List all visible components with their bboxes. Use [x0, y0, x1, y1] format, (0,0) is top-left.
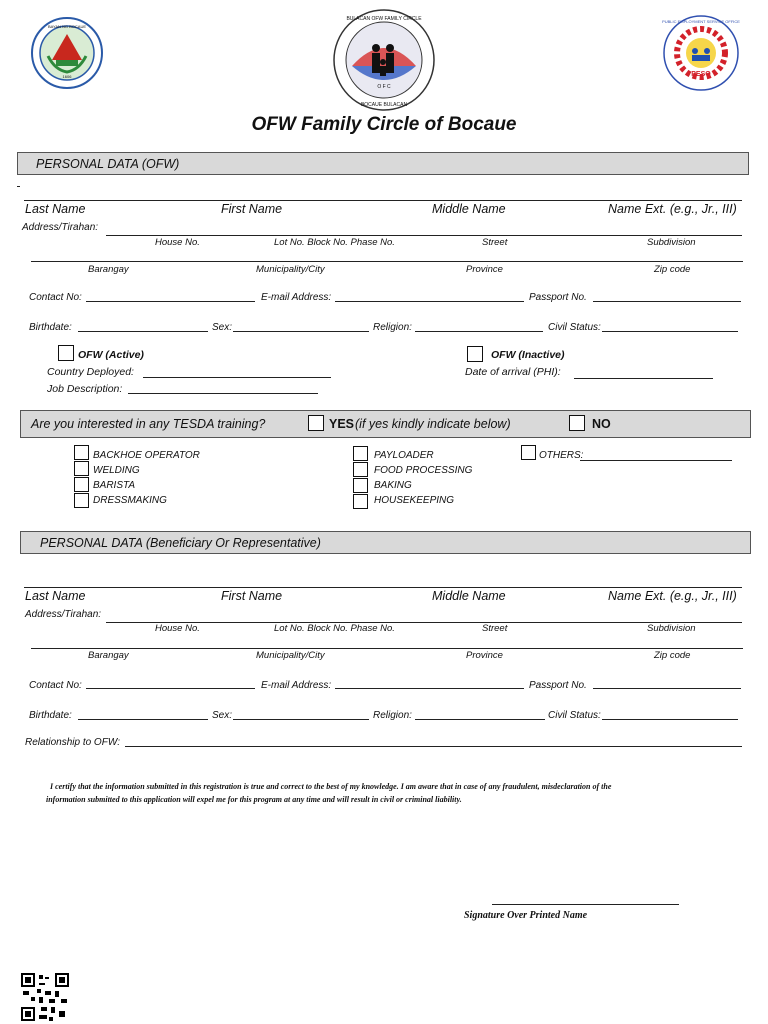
welding-checkbox[interactable]: [74, 461, 89, 476]
signature-line[interactable]: [492, 904, 679, 905]
ofw-inactive-checkbox[interactable]: [467, 346, 483, 362]
civil-status-label: Civil Status:: [548, 710, 601, 721]
civil-status-field[interactable]: [602, 719, 738, 720]
others-field[interactable]: [580, 460, 732, 461]
svg-text:BULACAN OFW FAMILY CIRCLE: BULACAN OFW FAMILY CIRCLE: [346, 16, 422, 22]
barangay-label: Barangay: [88, 650, 129, 661]
contact-field[interactable]: [86, 301, 255, 302]
religion-label: Religion:: [373, 322, 412, 333]
subdivision-label: Subdivision: [647, 623, 696, 634]
arrival-date-label: Date of arrival (PHI):: [465, 366, 561, 378]
tesda-yes-checkbox[interactable]: [308, 415, 324, 431]
name-ext-label: Name Ext. (e.g., Jr., III): [608, 589, 737, 603]
contact-label: Contact No:: [29, 680, 82, 691]
name-line: [24, 587, 742, 588]
civil-status-field[interactable]: [602, 331, 738, 332]
first-name-label: First Name: [221, 202, 283, 216]
peso-logo: [662, 14, 740, 92]
name-ext-label: Name Ext. (e.g., Jr., III): [608, 202, 737, 216]
relationship-label: Relationship to OFW:: [25, 737, 121, 748]
ofw-family-circle-logo: [330, 8, 438, 112]
tesda-yes-label: YES: [329, 417, 355, 431]
birthdate-field[interactable]: [78, 719, 208, 720]
page-title: OFW Family Circle of Bocaue: [251, 114, 517, 135]
address-line-2[interactable]: [31, 261, 743, 262]
housekeeping-label: HOUSEKEEPING: [374, 495, 455, 506]
svg-text:PUBLIC EMPLOYMENT SERVICE OFFI: PUBLIC EMPLOYMENT SERVICE OFFICE: [662, 19, 740, 24]
signature-label: Signature Over Printed Name: [464, 910, 588, 921]
certification-line-1: I certify that the information submitted in this registration is true and correct to the best of my knowledge. I am aware that in case of any fraudulent, misdeclaration of the: [50, 782, 612, 791]
baking-label: BAKING: [374, 480, 412, 491]
province-label: Province: [466, 264, 503, 275]
address-label: Address/Tirahan:: [25, 609, 102, 620]
backhoe-checkbox[interactable]: [74, 445, 89, 460]
passport-field[interactable]: [593, 688, 741, 689]
last-name-label: Last Name: [25, 589, 86, 603]
relationship-field[interactable]: [125, 746, 742, 747]
email-label: E-mail Address:: [261, 292, 332, 303]
municipal-seal-logo: [30, 16, 104, 90]
barangay-label: Barangay: [88, 264, 129, 275]
payloader-checkbox[interactable]: [353, 446, 368, 461]
ofw-active-checkbox[interactable]: [58, 345, 74, 361]
qr-code-icon: [21, 973, 69, 1021]
welding-label: WELDING: [93, 465, 140, 476]
civil-status-label: Civil Status:: [548, 322, 601, 333]
country-deployed-label: Country Deployed:: [47, 366, 134, 378]
zip-label: Zip code: [654, 650, 691, 661]
barista-label: BARISTA: [93, 480, 136, 491]
last-name-label: Last Name: [25, 202, 86, 216]
email-field[interactable]: [335, 301, 524, 302]
email-label: E-mail Address:: [261, 680, 332, 691]
birthdate-label: Birthdate:: [29, 710, 72, 721]
municipality-label: Municipality/City: [256, 264, 325, 275]
dressmaking-label: DRESSMAKING: [93, 495, 167, 506]
municipality-label: Municipality/City: [256, 650, 325, 661]
baking-checkbox[interactable]: [353, 478, 368, 493]
barista-checkbox[interactable]: [74, 477, 89, 492]
job-description-field[interactable]: [128, 393, 318, 394]
house-no-label: House No.: [155, 623, 200, 634]
section-header-ofw: [17, 152, 749, 175]
others-checkbox[interactable]: [521, 445, 536, 460]
section-header-beneficiary: [20, 531, 751, 554]
lot-label: Lot No. Block No. Phase No.: [274, 237, 395, 248]
svg-text:1606: 1606: [62, 74, 72, 79]
lot-label: Lot No. Block No. Phase No.: [274, 623, 395, 634]
religion-field[interactable]: [415, 331, 543, 332]
section-header-label: PERSONAL DATA (Beneficiary Or Representative): [40, 536, 321, 550]
middle-name-label: Middle Name: [432, 202, 506, 216]
sex-field[interactable]: [233, 719, 369, 720]
tesda-no-label: NO: [592, 417, 611, 431]
others-label: OTHERS:: [539, 450, 584, 461]
contact-field[interactable]: [86, 688, 255, 689]
email-field[interactable]: [335, 688, 524, 689]
ofw-active-label: OFW (Active): [78, 349, 144, 361]
passport-label: Passport No.: [529, 292, 587, 303]
address-input-line[interactable]: [106, 235, 742, 236]
house-no-label: House No.: [155, 237, 200, 248]
first-name-label: First Name: [221, 589, 283, 603]
housekeeping-checkbox[interactable]: [353, 494, 368, 509]
street-label: Street: [482, 237, 508, 248]
zip-label: Zip code: [654, 264, 691, 275]
sex-label: Sex:: [212, 710, 233, 721]
tesda-question: Are you interested in any TESDA training?: [31, 417, 266, 431]
birthdate-label: Birthdate:: [29, 322, 72, 333]
religion-label: Religion:: [373, 710, 412, 721]
passport-label: Passport No.: [529, 680, 587, 691]
svg-text:BOCAUE BULACAN: BOCAUE BULACAN: [360, 102, 408, 108]
subdivision-label: Subdivision: [647, 237, 696, 248]
svg-text:O F C: O F C: [377, 84, 391, 90]
stray-mark: [17, 186, 20, 187]
job-description-label: Job Description:: [47, 383, 123, 395]
name-line: [24, 200, 742, 201]
religion-field[interactable]: [415, 719, 545, 720]
backhoe-label: BACKHOE OPERATOR: [93, 450, 200, 461]
address-label: Address/Tirahan:: [22, 222, 99, 233]
food-processing-checkbox[interactable]: [353, 462, 368, 477]
tesda-yes-note: (if yes kindly indicate below): [355, 417, 511, 431]
svg-text:PESO: PESO: [691, 71, 711, 78]
sex-field[interactable]: [233, 331, 369, 332]
dressmaking-checkbox[interactable]: [74, 493, 89, 508]
province-label: Province: [466, 650, 503, 661]
contact-label: Contact No:: [29, 292, 82, 303]
birthdate-field[interactable]: [78, 331, 208, 332]
passport-field[interactable]: [593, 301, 741, 302]
svg-text:BAYAN NG BOCAUE: BAYAN NG BOCAUE: [47, 24, 87, 29]
food-processing-label: FOOD PROCESSING: [374, 465, 473, 476]
certification-line-2: information submitted to this application will expel me for this program at any time and will result in civil or criminal liability.: [46, 795, 462, 804]
arrival-date-field[interactable]: [574, 378, 713, 379]
street-label: Street: [482, 623, 508, 634]
country-deployed-field[interactable]: [143, 377, 331, 378]
ofw-inactive-label: OFW (Inactive): [491, 349, 565, 361]
sex-label: Sex:: [212, 322, 233, 333]
address-line-2[interactable]: [31, 648, 743, 649]
tesda-question-bar: [20, 410, 751, 438]
section-header-label: PERSONAL DATA (OFW): [36, 157, 180, 171]
middle-name-label: Middle Name: [432, 589, 506, 603]
tesda-no-checkbox[interactable]: [569, 415, 585, 431]
payloader-label: PAYLOADER: [374, 450, 434, 461]
